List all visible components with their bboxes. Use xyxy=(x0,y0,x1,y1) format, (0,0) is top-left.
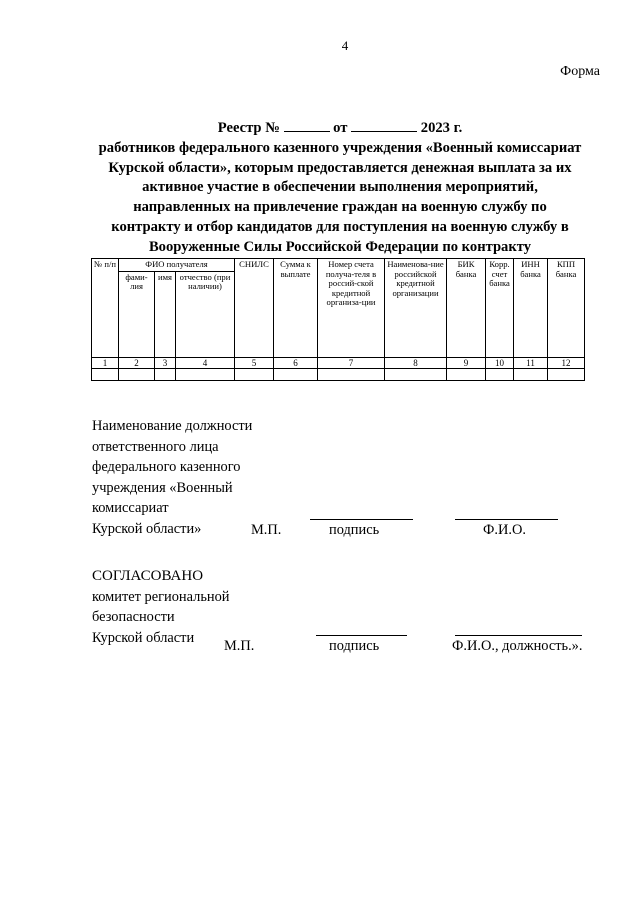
empty-cell xyxy=(514,369,548,381)
column-number: 12 xyxy=(548,358,585,369)
column-number: 3 xyxy=(155,358,176,369)
column-number: 6 xyxy=(274,358,318,369)
header-num: № п/п xyxy=(92,259,119,358)
column-number: 5 xyxy=(235,358,274,369)
column-number: 9 xyxy=(447,358,486,369)
position-line: комиссариат xyxy=(92,500,169,516)
column-number: 7 xyxy=(318,358,385,369)
signature-label: подпись xyxy=(329,522,380,538)
header-surname: фами-лия xyxy=(119,271,155,357)
column-number: 8 xyxy=(385,358,447,369)
empty-cell xyxy=(318,369,385,381)
header-account: Номер счета получа-теля в россий-ской кредитной организа-ции xyxy=(318,259,385,358)
title-line: Курской области», которым предоставляется денежная выплата за их xyxy=(108,159,572,176)
title-line: работников федерального казенного учреждения «Военный комиссариат xyxy=(98,139,582,156)
title-line: направленных на привлечение граждан на военную службу по xyxy=(133,199,547,216)
approval-line: безопасности xyxy=(92,609,175,625)
header-patronymic: отчество (при наличии) xyxy=(176,271,235,357)
registry-date-blank xyxy=(351,118,417,132)
registry-number-blank xyxy=(284,118,330,132)
empty-cell xyxy=(385,369,447,381)
title-line: контракту и отбор кандидатов для поступления на военную службу в xyxy=(111,218,569,235)
column-number: 4 xyxy=(176,358,235,369)
registry-prefix: Реестр № xyxy=(217,120,280,136)
column-number-row xyxy=(92,358,585,369)
title-line: Вооруженные Силы Российской Федерации по контракту xyxy=(148,238,532,255)
fio-line xyxy=(455,519,558,520)
header-bank-name: Наименова-ние российской кредитной организации xyxy=(385,259,447,358)
header-snils: СНИЛС xyxy=(235,259,274,358)
empty-cell xyxy=(176,369,235,381)
header-corr: Корр. счет банка xyxy=(486,259,514,358)
document-title xyxy=(60,118,620,258)
position-line: учреждения «Военный xyxy=(92,479,233,496)
page-number: 4 xyxy=(341,38,349,53)
position-line: Наименование должности xyxy=(92,418,253,434)
empty-cell xyxy=(92,369,119,381)
date-from: от xyxy=(333,120,348,136)
header-name: имя xyxy=(155,271,176,357)
position-line: Курской области» xyxy=(92,520,202,537)
approval-signature-line xyxy=(316,635,407,636)
column-number: 2 xyxy=(119,358,155,369)
position-line: федерального казенного xyxy=(92,459,241,475)
registry-table xyxy=(91,258,585,381)
header-bik: БИК банка xyxy=(447,259,486,358)
title-line: активное участие в обеспечении выполнения мероприятий, xyxy=(142,179,538,196)
approval-fio-line xyxy=(455,635,582,636)
approval-heading: СОГЛАСОВАНО xyxy=(92,568,204,584)
stamp-label: М.П. xyxy=(251,522,282,538)
header-inn: ИНН банка xyxy=(514,259,548,358)
registry-year: 2023 г. xyxy=(420,120,463,136)
column-number: 1 xyxy=(92,358,119,369)
form-label: Форма xyxy=(560,64,600,79)
empty-cell xyxy=(447,369,486,381)
signature-line xyxy=(310,519,413,520)
approval-signature-label: подпись xyxy=(329,638,380,654)
empty-cell xyxy=(155,369,176,381)
header-kpp: КПП банка xyxy=(548,259,585,358)
empty-cell xyxy=(486,369,514,381)
registry-line xyxy=(60,118,620,139)
empty-cell xyxy=(274,369,318,381)
responsible-position xyxy=(92,416,312,539)
approval-line: Курской области xyxy=(92,629,195,646)
fio-label: Ф.И.О. xyxy=(483,522,526,538)
table-header-row xyxy=(92,259,585,272)
empty-cell xyxy=(119,369,155,381)
approval-block xyxy=(92,566,312,648)
approval-stamp-label: М.П. xyxy=(224,638,255,654)
table-row xyxy=(92,369,585,381)
header-amount: Сумма к выплате xyxy=(274,259,318,358)
approval-fio-label: Ф.И.О., должность.». xyxy=(452,638,583,654)
empty-cell xyxy=(548,369,585,381)
approval-line: комитет региональной xyxy=(92,588,230,605)
empty-cell xyxy=(235,369,274,381)
header-fio-group: ФИО получателя xyxy=(119,259,235,272)
column-number: 10 xyxy=(486,358,514,369)
column-number: 11 xyxy=(514,358,548,369)
position-line: ответственного лица xyxy=(92,438,219,455)
